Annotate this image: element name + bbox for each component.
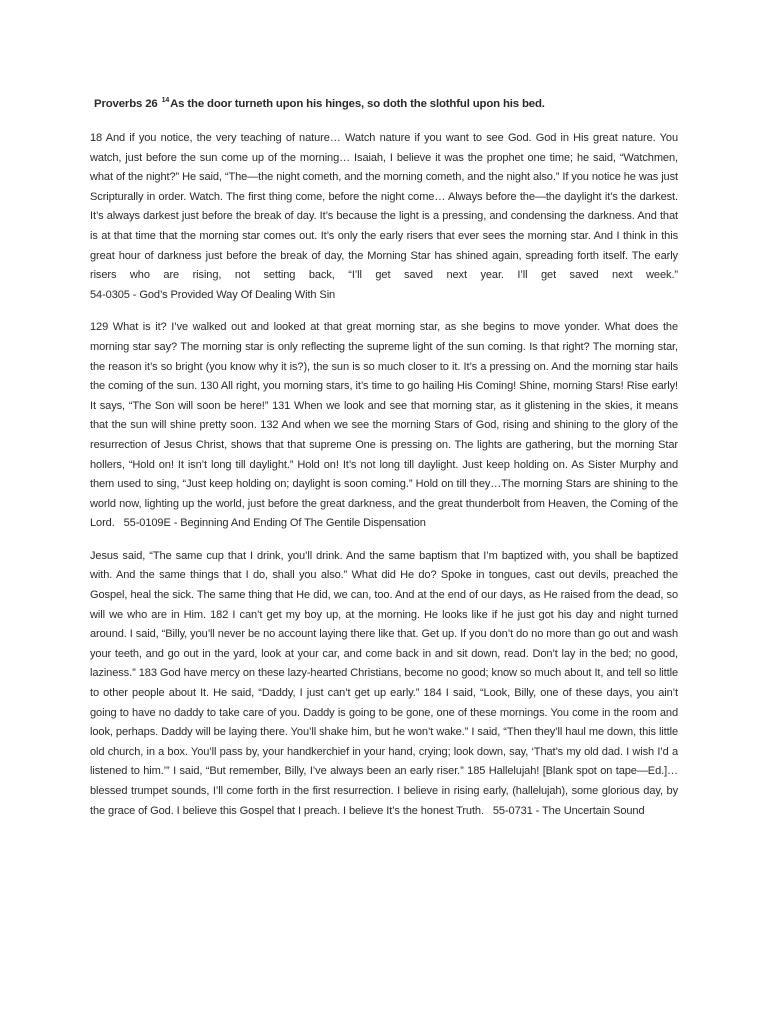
- paragraph-text: 18 And if you notice, the very teaching of nature… Watch nature if you want to see God. God in His great nature. You watch, just before the sun come up of the morning… Isaiah, I believe it was the prophet one time; he said, “Watchmen, what of the night?” He said, “The—the night cometh, and the morning cometh, and the night also.” If you notice he was just Scripturally in order. Watch. The first thing come, before the night come… Always before the—the daylight it’s the darkest. It’s always darkest just before the break of day. It’s because the light is a pressing, and condensing the darkness. And that is at that time that the morning star comes out. It’s only the early risers that ever sees the morning star. And I think in this great hour of darkness just before the break of day, the Morning Star has shined again, spreading forth itself. The early risers who are rising, not setting back, “I’ll get saved next year. I’ll get saved next week.”: [90, 132, 678, 282]
- document-page: [90, 93, 678, 834]
- paragraph-3: [90, 547, 678, 821]
- heading-reference: Proverbs 26: [94, 98, 158, 110]
- paragraph-text: 129 What is it? I’ve walked out and looked at that great morning star, as she begins to move yonder. What does the morning star say? The morning star is only reflecting the supreme light of the sun coming. Is that right? The morning star, the reason it’s so bright (you know why it is?), the sun is so much closer to it. It’s a pressing on. And the morning star hails the coming of the sun. 130 All right, you morning stars, it’s time to go hailing His Coming! Shine, morning Stars! Rise early! It says, “The Son will soon be here!” 131 When we look and see that morning star, as it glistening in the skies, it means that the sun will shine pretty soon. 132 And when we see the morning Stars of God, rising and shining to the glory of the resurrection of Jesus Christ, shows that that supreme One is pressing on. The lights are gathering, but the morning Star hollers, “Hold on! It isn’t long till daylight.” Hold on! It’s not long till daylight. Just keep holding on. As Sister Murphy and them used to sing, “Just keep holding on; daylight is soon coming.” Hold on till they…The morning Stars are shining to the world now, lighting up the world, just before the great darkness, and the great thunderbolt from Heaven, the Coming of the Lord.: [90, 321, 678, 530]
- sermon-source: 54-0305 - God’s Provided Way Of Dealing With Sin: [90, 288, 336, 301]
- sermon-source: 55-0731 - The Uncertain Sound: [492, 804, 645, 817]
- paragraph-2: [90, 318, 678, 534]
- paragraph-1: [90, 129, 678, 305]
- paragraph-text: Jesus said, “The same cup that I drink, you’ll drink. And the same baptism that I’m baptized with, you shall be baptized with. And the same things that I do, shall you also.” What did He do? Spoke in tongues, cast out devils, preached the Gospel, heal the sick. The same thing that He did, we can, too. And at the end of our days, as He raised from the dead, so will we who are in Him. 182 I can’t get my boy up, at the morning. He looks like if he just got his day and night turned around. I said, “Billy, you’ll never be no account laying there like that. Get up. If you don’t do no more than go out and wash your teeth, and go out in the yard, look at your car, and come back in and sit down, read. Don’t lay in the bed; no good, laziness.” 183 God have mercy on these lazy-hearted Christians, become no good; know so much about It, and tell so little to other people about It. He said, “Daddy, I just can’t get up early.” 184 I said, “Look, Billy, one of these days, you ain’t going to have no daddy to take care of you. Daddy is going to be gone, one of these mornings. You come in the room and look, perhaps. Daddy will be laying there. You’ll shake him, but he won’t wake.” I said, “Then they’ll haul me down, this little old church, in a box. You’ll pass by, your handkerchief in your hand, crying; look down, say, ‘That’s my old dad. I wish I’d a listened to him.’” I said, “But remember, Billy, I’ve always been an early riser.” 185 Hallelujah! [Blank spot on tape—Ed.]…blessed trumpet sounds, I’ll come forth in the first resurrection. I believe in rising early, (hallelujah), some glorious day, by the grace of God. I believe this Gospel that I preach. I believe It’s the honest Truth.: [90, 549, 678, 817]
- heading-verse-text: As the door turneth upon his hinges, so doth the slothful upon his bed.: [170, 98, 545, 110]
- verse-number: 14: [161, 97, 170, 104]
- sermon-source: 55-0109E - Beginning And Ending Of The Gentile Dispensation: [123, 517, 426, 530]
- heading: [94, 93, 678, 112]
